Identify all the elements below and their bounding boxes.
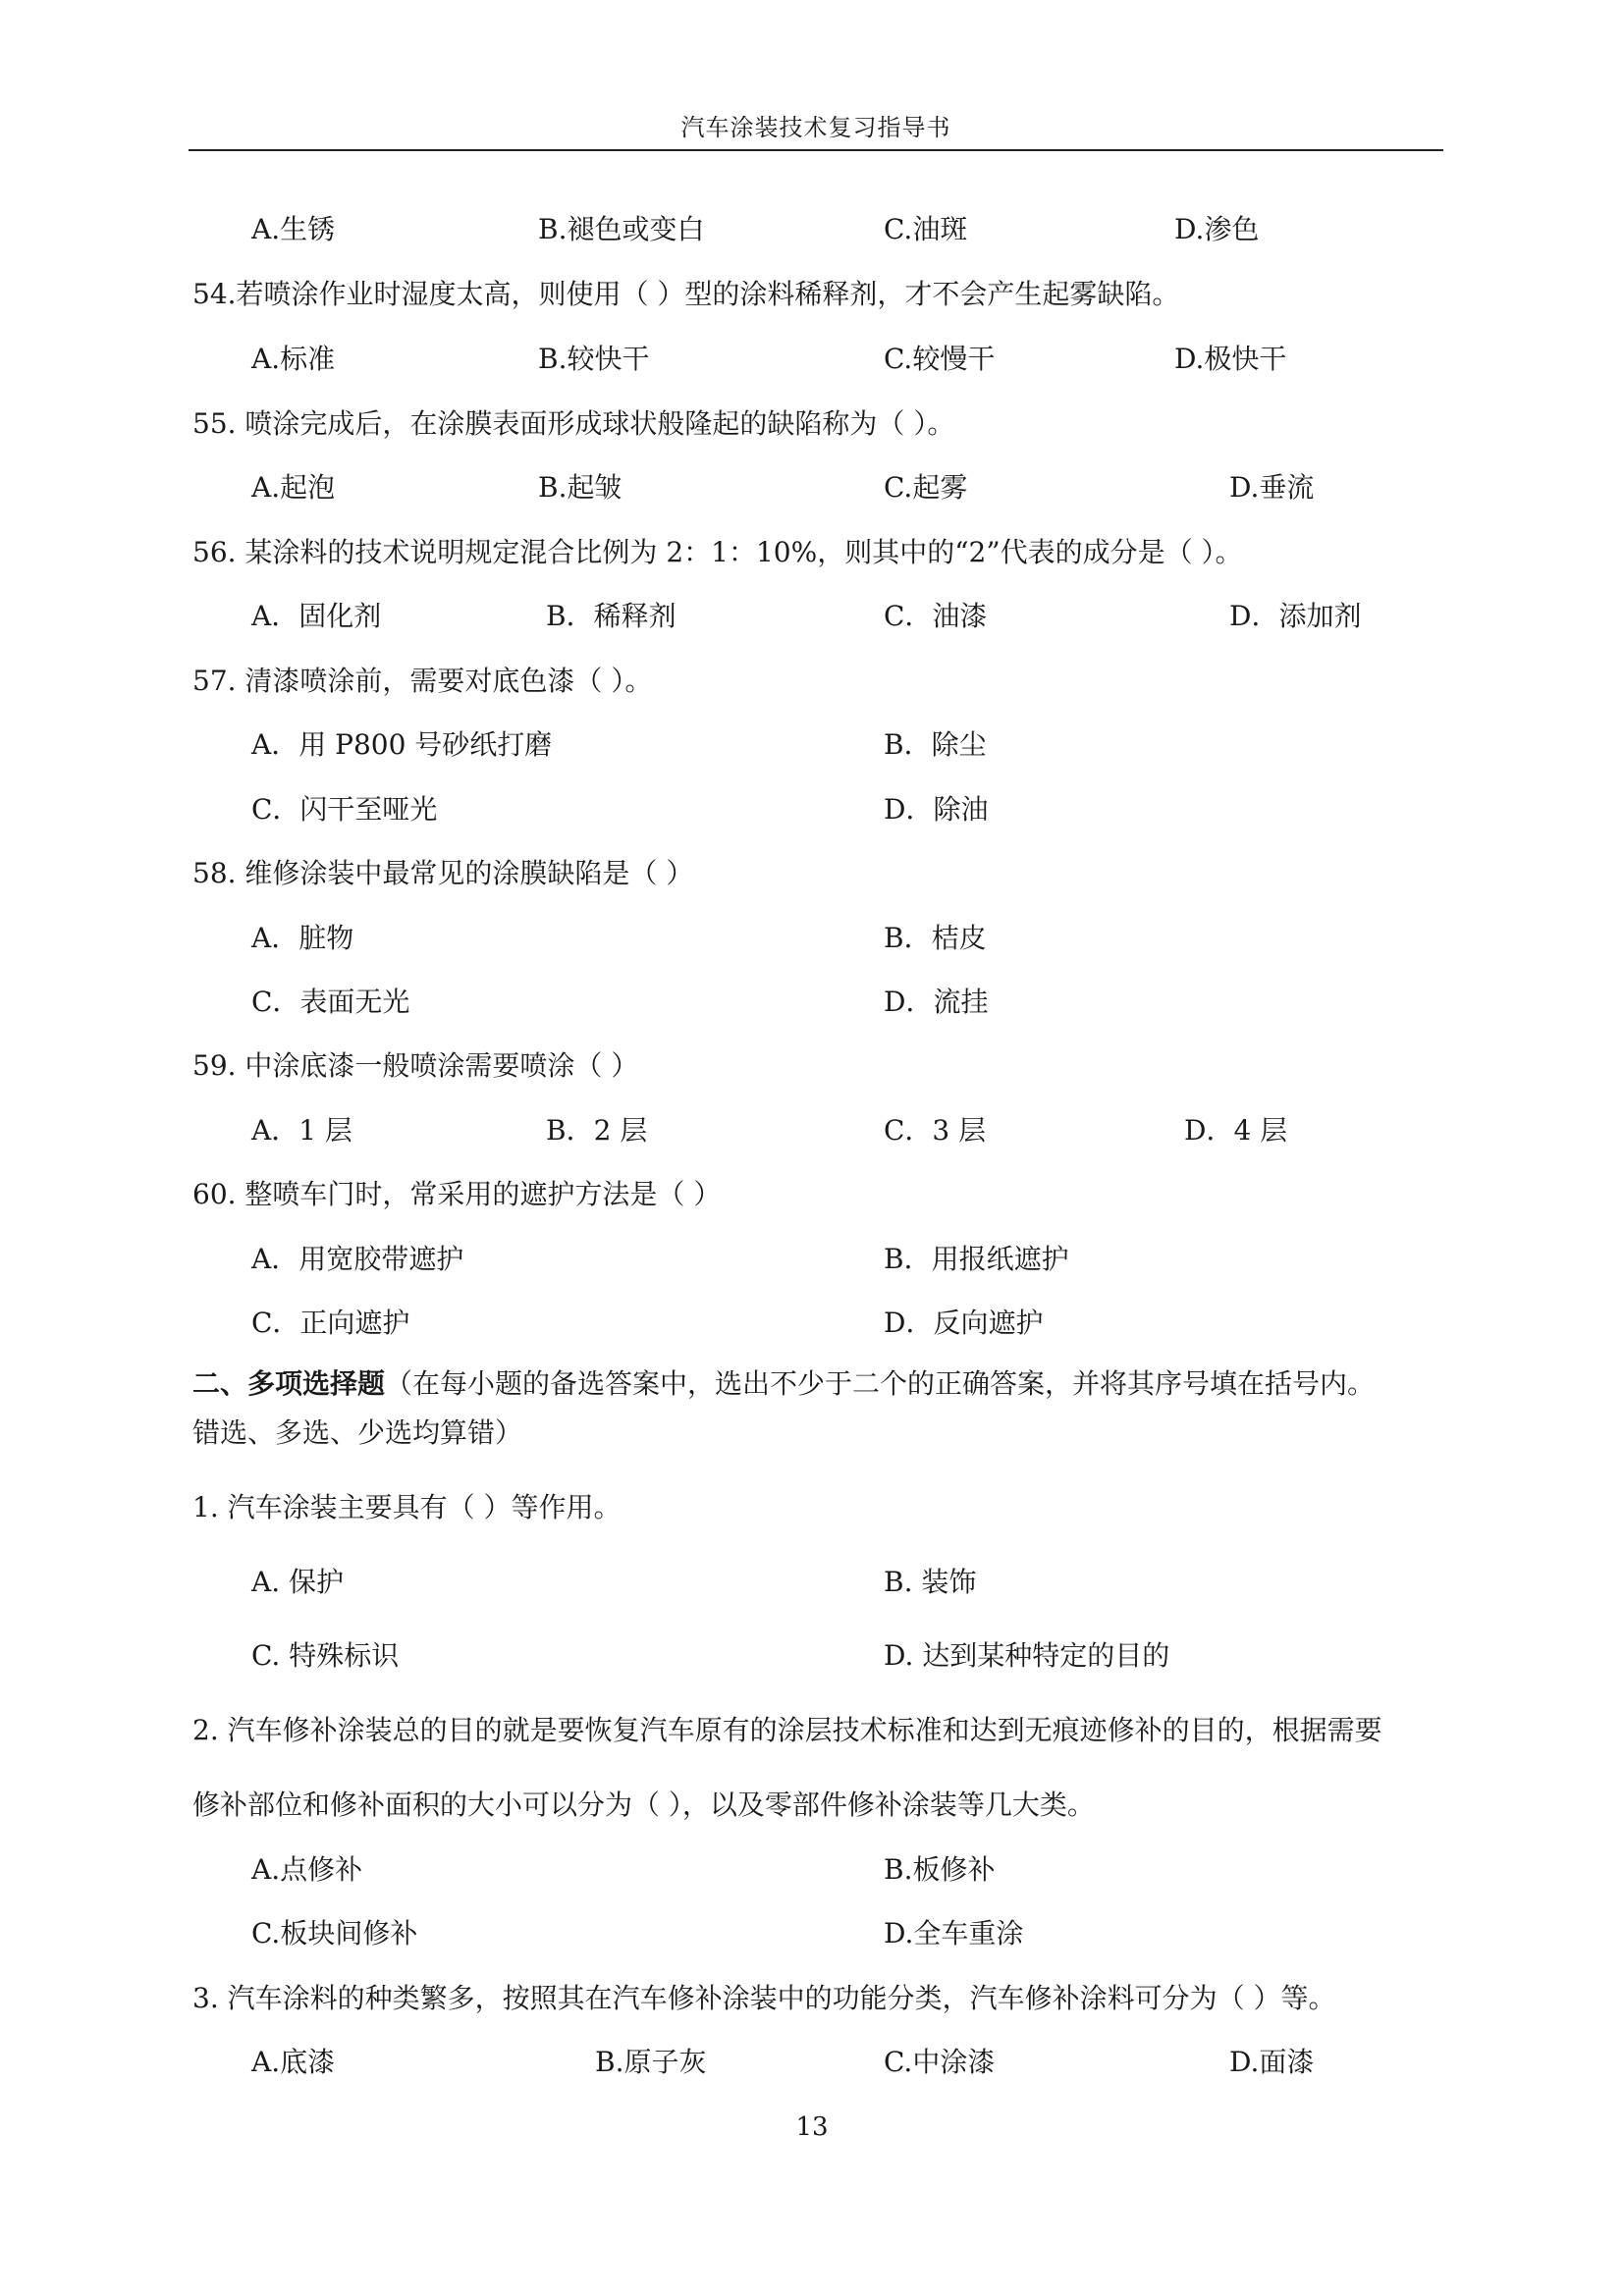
q56-option-c: C．油漆 [884,600,988,632]
multi-question-2-cont: 修补部位和修补面积的大小可以分为（ ），以及零部件修补涂装等几大类。 [192,1789,1095,1821]
q53-option-b: B.褪色或变白 [538,213,705,245]
header-rule [189,149,1443,151]
question-60: 60. 整喷车门时，常采用的遮护方法是（ ） [192,1178,722,1210]
q58-option-a: A．脏物 [251,922,354,954]
q57-option-c: C．闪干至哑光 [251,793,438,826]
q56-option-a: A．固化剂 [251,600,382,632]
m1-option-a: A. 保护 [251,1566,345,1598]
m1-option-c: C. 特殊标识 [251,1639,400,1672]
q59-option-c: C．3 层 [884,1114,987,1147]
m2-option-c: C.板块间修补 [251,1917,418,1949]
q54-option-a: A.标准 [251,343,336,375]
m3-option-b: B.原子灰 [595,2046,707,2078]
q56-option-d: D．添加剂 [1229,600,1362,632]
q54-option-c: C.较慢干 [884,343,996,375]
question-59: 59. 中涂底漆一般喷涂需要喷涂（ ） [192,1049,639,1082]
q58-option-b: B．桔皮 [884,922,987,954]
q60-option-d: D．反向遮护 [884,1307,1044,1339]
question-58: 58. 维修涂装中最常见的涂膜缺陷是（ ） [192,857,694,889]
q55-option-a: A.起泡 [251,471,336,504]
q59-option-d: D．4 层 [1184,1114,1288,1147]
q55-option-d: D.垂流 [1229,471,1315,504]
section-2-instructions-cont: 错选、多选、少选均算错） [192,1416,523,1449]
q54-option-d: D.极快干 [1174,343,1287,375]
m1-option-d: D. 达到某种特定的目的 [884,1639,1170,1672]
q60-option-a: A．用宽胶带遮护 [251,1243,464,1275]
m2-option-d: D.全车重涂 [884,1917,1024,1949]
m1-option-b: B. 装饰 [884,1566,977,1598]
multi-question-3: 3. 汽车涂料的种类繁多，按照其在汽车修补涂装中的功能分类，汽车修补涂料可分为（ ）等。 [192,1982,1336,2014]
question-56: 56. 某涂料的技术说明规定混合比例为 2：1：10%，则其中的“2”代表的成分是（ ）。 [192,536,1243,568]
q53-option-d: D.渗色 [1174,213,1260,245]
multi-question-1: 1. 汽车涂装主要具有（ ）等作用。 [192,1491,622,1523]
m3-option-a: A.底漆 [251,2046,336,2078]
q53-option-a: A.生锈 [251,213,336,245]
q60-option-c: C．正向遮护 [251,1307,410,1339]
m3-option-c: C.中涂漆 [884,2046,996,2078]
q55-option-c: C.起雾 [884,471,968,504]
q55-option-b: B.起皱 [538,471,623,504]
section-2-title: 二、多项选择题 [192,1367,386,1400]
running-header: 汽车涂装技术复习指导书 [680,114,951,141]
q54-option-b: B.较快干 [538,343,650,375]
q56-option-b: B．稀释剂 [546,600,677,632]
q57-option-a: A．用 P800 号砂纸打磨 [251,728,553,761]
question-55: 55. 喷涂完成后，在涂膜表面形成球状般隆起的缺陷称为（ ）。 [192,407,955,440]
page-number: 13 [795,2112,829,2142]
q59-option-b: B．2 层 [546,1114,648,1147]
q53-option-c: C.油斑 [884,213,968,245]
question-54: 54.若喷涂作业时湿度太高，则使用（ ）型的涂料稀释剂，才不会产生起雾缺陷。 [192,278,1180,310]
q58-option-c: C．表面无光 [251,986,410,1018]
q59-option-a: A．1 层 [251,1114,352,1147]
question-57: 57. 清漆喷涂前，需要对底色漆（ ）。 [192,665,653,697]
m2-option-b: B.板修补 [884,1853,996,1886]
q57-option-d: D．除油 [884,793,989,826]
multi-question-2: 2. 汽车修补涂装总的目的就是要恢复汽车原有的涂层技术标准和达到无痕迹修补的目的，根据需要 [192,1714,1382,1746]
section-2-instructions: （在每小题的备选答案中，选出不少于二个的正确答案，并将其序号填在括号内。 [385,1367,1376,1400]
m2-option-a: A.点修补 [251,1853,363,1886]
q57-option-b: B．除尘 [884,728,987,761]
q58-option-d: D．流挂 [884,986,989,1018]
m3-option-d: D.面漆 [1229,2046,1315,2078]
q60-option-b: B．用报纸遮护 [884,1243,1069,1275]
section-2-heading [192,1366,1375,1402]
